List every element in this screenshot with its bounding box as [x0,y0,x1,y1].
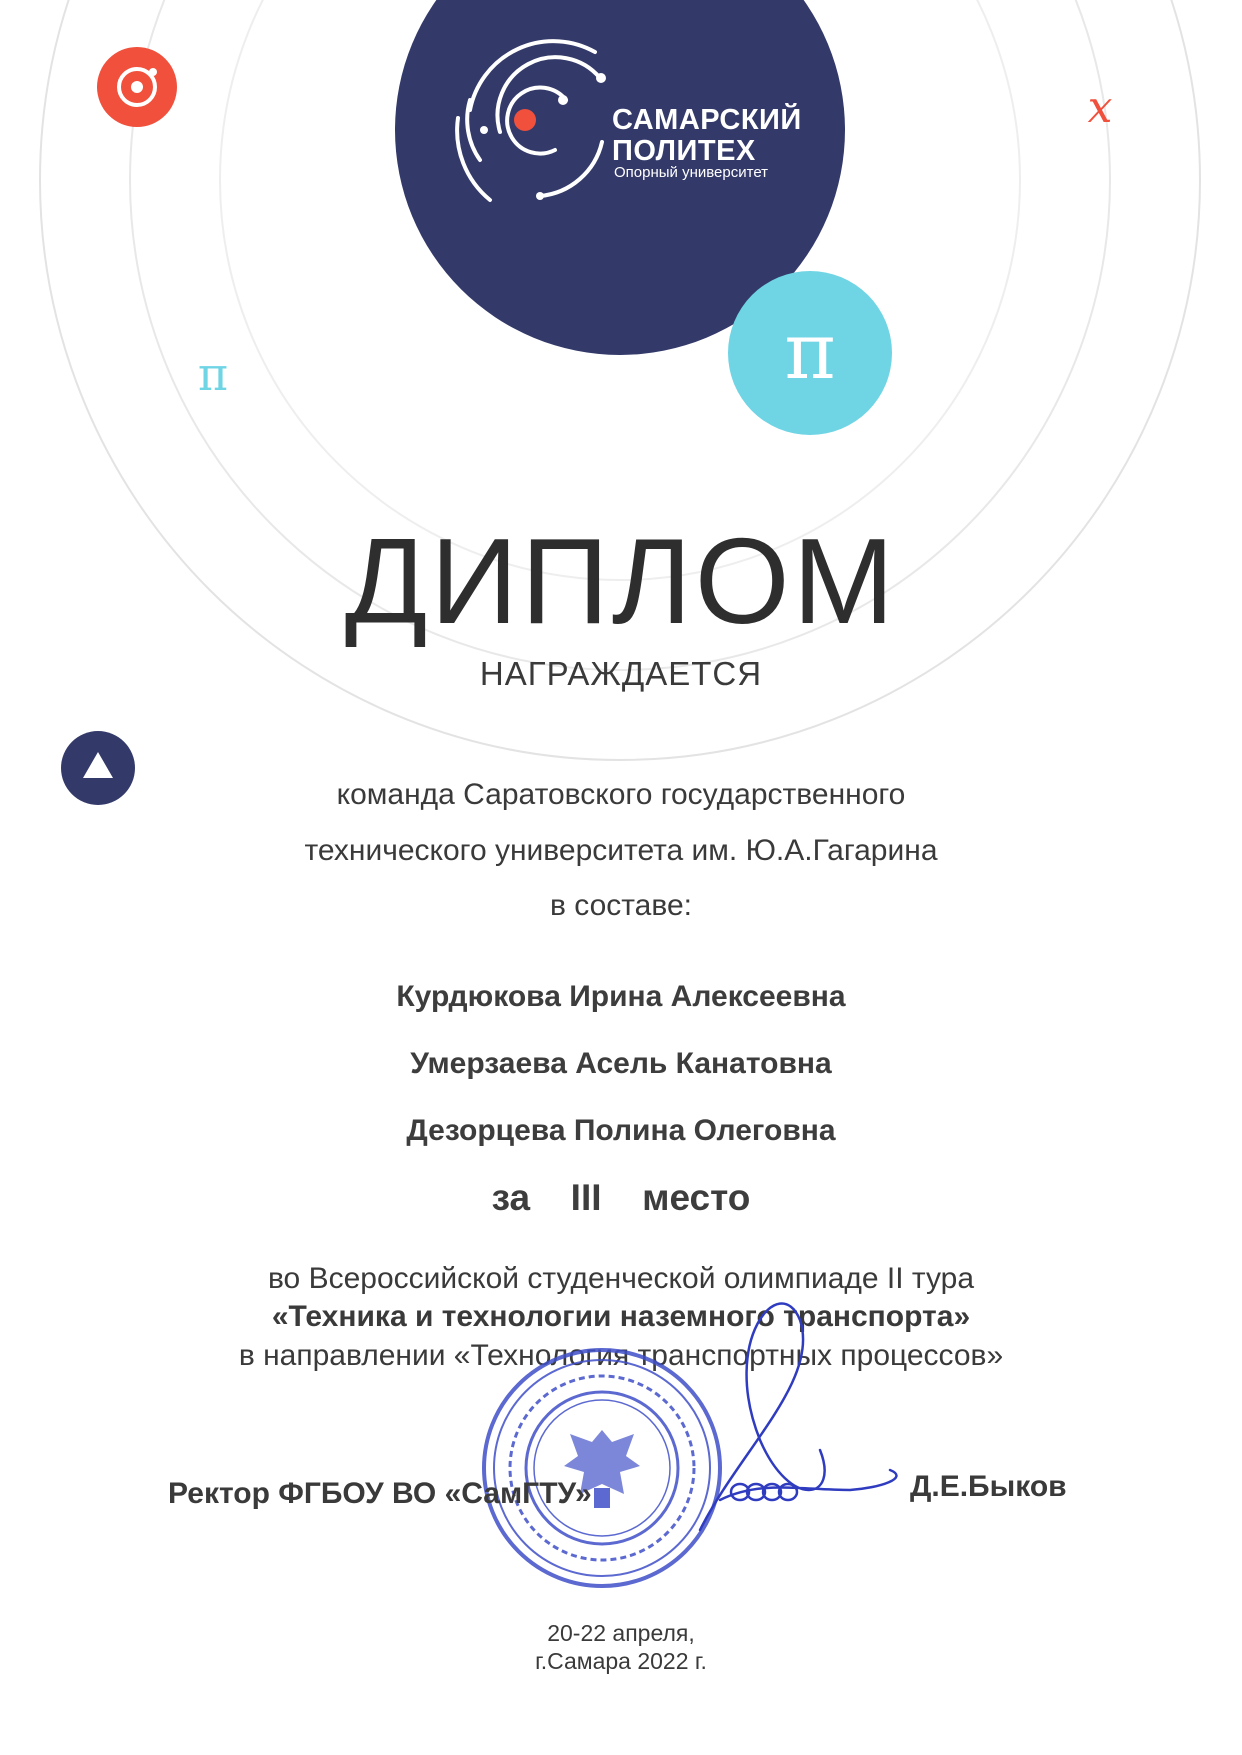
place-year-line: г.Самара 2022 г. [535,1648,707,1674]
date-line: 20-22 апреля, [547,1620,695,1646]
logo-name-line1: САМАРСКИЙ [612,104,802,136]
place-award: за III место [491,1177,751,1218]
logo-name-line2: ПОЛИТЕХ [612,135,756,167]
event-direction: в направлении «Технология транспортных процессов» [238,1339,1004,1372]
pi-large-icon: π [784,307,836,397]
member-name: Умерзаева Асель Канатовна [410,1047,832,1080]
diploma-title: ДИПЛОМ [344,513,898,649]
pi-small-icon: π [197,347,229,401]
team-line-1: команда Саратовского государственного [336,778,906,811]
event-title: «Техника и технологии наземного транспорта» [271,1300,971,1333]
x-variable-icon: x [1087,82,1113,133]
team-line-2: технического университета им. Ю.А.Гагарина [304,834,938,867]
event-line-1: во Всероссийской студенческой олимпиаде II тура [267,1262,975,1295]
logo-subtitle: Опорный университет [614,164,769,181]
awarded-label: НАГРАЖДАЕТСЯ [479,655,763,692]
signatory-position: Ректор ФГБОУ ВО «СамГТУ» [168,1477,592,1510]
member-name: Курдюкова Ирина Алексеевна [396,980,846,1013]
member-name: Дезорцева Полина Олеговна [406,1114,836,1147]
signatory-name: Д.Е.Быков [910,1470,1067,1503]
team-line-3: в составе: [549,889,692,922]
